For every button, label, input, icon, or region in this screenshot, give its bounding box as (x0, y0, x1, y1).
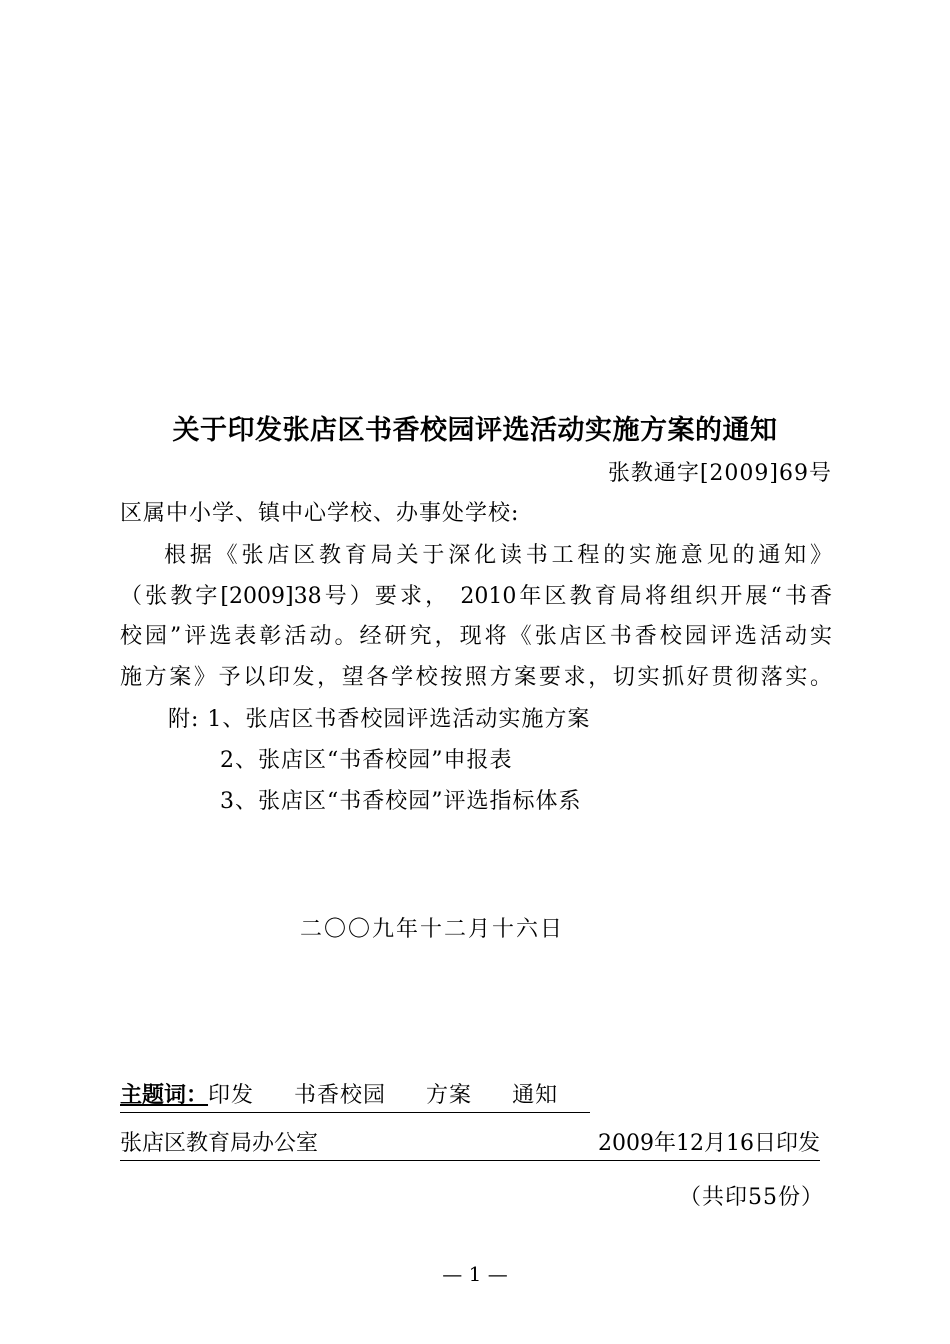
subject-keyword: 书香校园 (294, 1083, 387, 1108)
document-number: 张教通字[2009]69号 (607, 461, 832, 486)
document-date: 二〇〇九年十二月十六日 (300, 917, 565, 942)
attachment-item-2: 2、张店区“书香校园”申报表 (220, 748, 513, 773)
body-line: （张教字[2009]38号）要求， 2010年区教育局将组织开展“书香 (120, 583, 832, 609)
document-title: 关于印发张店区书香校园评选活动实施方案的通知 (172, 415, 778, 446)
issuer-office: 张店区教育局办公室 (120, 1131, 319, 1156)
subject-keyword: 方案 (426, 1083, 473, 1108)
page-number: — 1 — (442, 1262, 508, 1286)
subject-keyword: 通知 (512, 1083, 559, 1108)
attachment-item-1 (168, 702, 590, 733)
body-line: 施方案》予以印发，望各学校按照方案要求，切实抓好贯彻落实。 (120, 664, 832, 690)
attachment-prefix: 附: (168, 707, 208, 732)
issuer-row (120, 1126, 820, 1161)
attachment-item-3: 3、张店区“书香校园”评选指标体系 (220, 789, 582, 814)
recipients-line: 区属中小学、镇中心学校、办事处学校: (120, 501, 520, 526)
subject-keywords-row (120, 1078, 590, 1113)
subject-label: 主题词： (120, 1083, 209, 1108)
body-line: 根据《张店区教育局关于深化读书工程的实施意见的通知》 (164, 543, 832, 568)
body-line: 校园”评选表彰活动。经研究，现将《张店区书香校园评选活动实 (120, 624, 832, 649)
copies-count: （共印55份） (679, 1185, 824, 1210)
body-paragraph (120, 536, 832, 698)
attachment-text: 1、张店区书香校园评选活动实施方案 (207, 707, 591, 732)
subject-keyword: 印发 (208, 1083, 255, 1108)
issue-date: 2009年12月16日印发 (598, 1131, 820, 1156)
